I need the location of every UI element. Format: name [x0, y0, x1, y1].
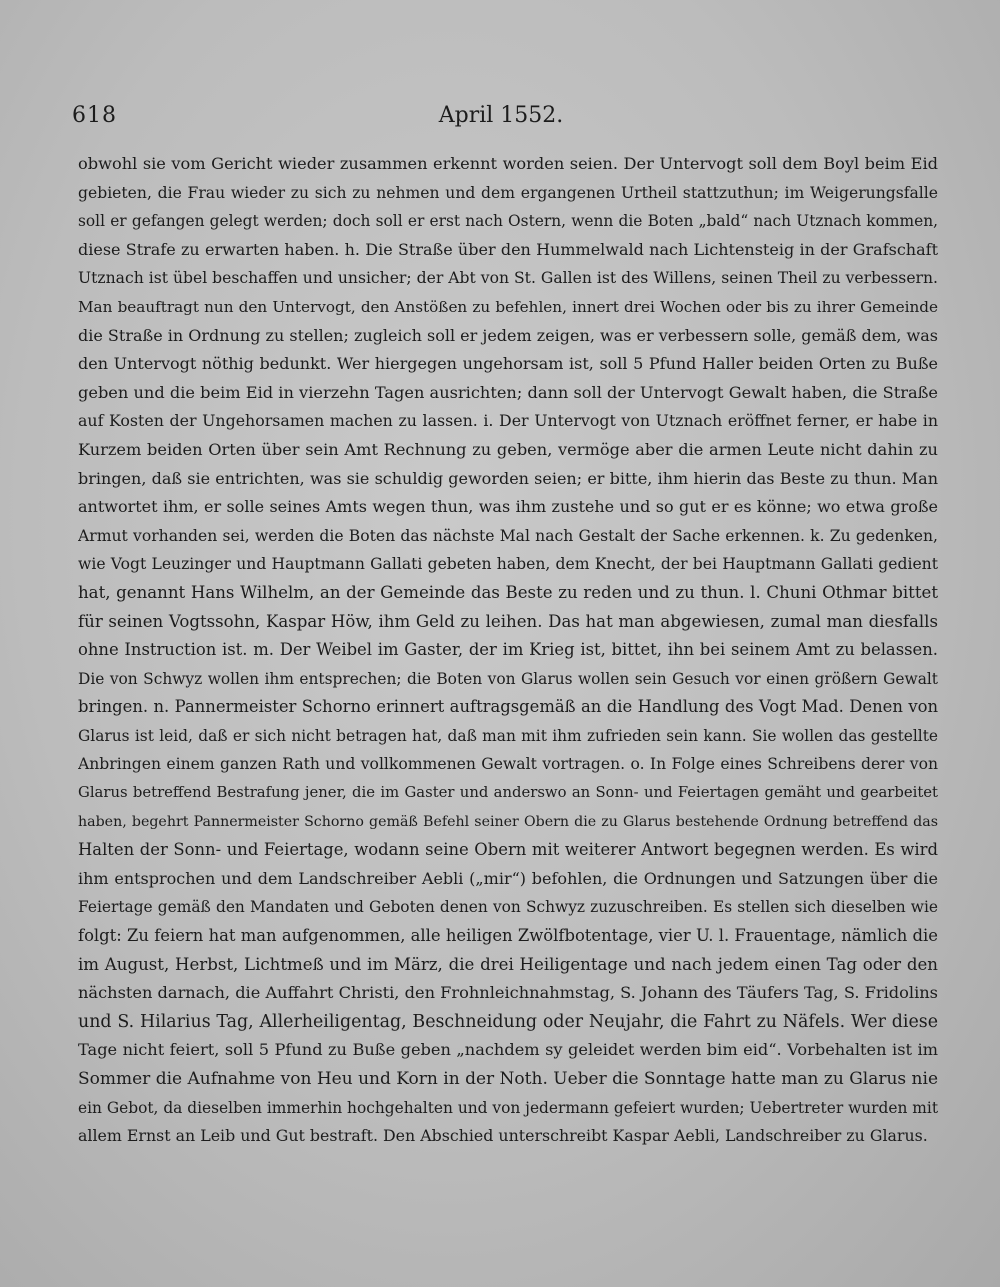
text-line: Anbringen einem ganzen Rath und vollkommenen Gewalt vortragen. o. In Folge eines Schreibens derer von	[78, 755, 938, 774]
running-head: April 1552.	[438, 103, 564, 128]
text-line: Sommer die Aufnahme von Heu und Korn in der Noth. Ueber die Sonntage hatte man zu Glarus nie	[78, 1069, 938, 1089]
text-line: Feiertage gemäß den Mandaten und Geboten denen von Schwyz zuzuschreiben. Es stellen sich dieselben wie	[78, 898, 938, 917]
text-line: haben, begehrt Pannermeister Schorno gemäß Befehl seiner Obern die zu Glarus bestehende Ordnung betreffend das	[78, 813, 938, 830]
text-line: ein Gebot, da dieselben immerhin hochgehalten und von jedermann gefeiert wurden; Uebertreter wurden mit	[78, 1098, 938, 1117]
text-line: Kurzem beiden Orten über sein Amt Rechnung zu geben, vermöge aber die armen Leute nicht dahin zu	[78, 439, 938, 459]
text-line: Die von Schwyz wollen ihm entsprechen; die Boten von Glarus wollen sein Gesuch vor einen größern Gewalt	[78, 669, 938, 688]
text-line: nächsten darnach, die Auffahrt Christi, den Frohnleichnahmstag, S. Johann des Täufers Tag, S. Fridolins	[78, 983, 938, 1003]
page-number: 618	[72, 103, 117, 128]
text-line: ihm entsprochen und dem Landschreiber Aebli („mir“) befohlen, die Ordnungen und Satzungen über die	[78, 868, 938, 888]
text-line: Man beauftragt nun den Untervogt, den Anstößen zu befehlen, innert drei Wochen oder bis zu ihrer Gemeinde	[78, 297, 938, 316]
text-line: im August, Herbst, Lichtmeß und im März, die drei Heiligentage und nach jedem einen Tag oder den	[78, 954, 938, 974]
text-line: Glarus betreffend Bestrafung jener, die im Gaster und anderswo an Sonn- und Feiertagen gemäht und gearbeitet	[78, 784, 938, 802]
text-line: antwortet ihm, er solle seines Amts wegen thun, was ihm zustehe und so gut er es könne; wo etwa große	[78, 497, 938, 517]
text-line: hat, genannt Hans Wilhelm, an der Gemeinde das Beste zu reden und zu thun. l. Chuni Othmar bittet	[78, 582, 938, 602]
text-line: Utznach ist übel beschaffen und unsicher; der Abt von St. Gallen ist des Willens, seinen Theil zu verbessern.	[78, 269, 938, 288]
text-line: bringen. n. Pannermeister Schorno erinnert auftragsgemäß an die Handlung des Vogt Mad. Denen von	[78, 697, 938, 717]
text-line: geben und die beim Eid in vierzehn Tagen ausrichten; dann soll der Untervogt Gewalt haben, die Straße	[78, 382, 938, 402]
body-text	[78, 150, 938, 1151]
text-line: Glarus ist leid, daß er sich nicht betragen hat, daß man mit ihm zufrieden sein kann. Sie wollen das gestellte	[78, 726, 938, 745]
page-header	[72, 103, 930, 135]
text-line: den Untervogt nöthig bedunkt. Wer hiergegen ungehorsam ist, soll 5 Pfund Haller beiden Orten zu Buße	[78, 354, 938, 374]
text-line: Armut vorhanden sei, werden die Boten das nächste Mal nach Gestalt der Sache erkennen. k. Zu gedenken,	[78, 526, 938, 545]
text-line: Tage nicht feiert, soll 5 Pfund zu Buße geben „nachdem sy geleidet werden bim eid“. Vorbehalten ist im	[78, 1040, 938, 1060]
text-line: bringen, daß sie entrichten, was sie schuldig geworden seien; er bitte, ihm hierin das Beste zu thun. Man	[78, 468, 938, 488]
text-line: obwohl sie vom Gericht wieder zusammen erkennt worden seien. Der Untervogt soll dem Boyl beim Eid	[78, 154, 938, 173]
text-line: für seinen Vogtssohn, Kaspar Höw, ihm Geld zu leihen. Das hat man abgewiesen, zumal man diesfalls	[78, 611, 938, 631]
text-line: allem Ernst an Leib und Gut bestraft. Den Abschied unterschreibt Kaspar Aebli, Landschreiber zu Glarus.	[78, 1126, 928, 1146]
text-line: gebieten, die Frau wieder zu sich zu nehmen und dem ergangenen Urtheil stattzuthun; im Weigerungsfalle	[78, 183, 938, 202]
text-line: ohne Instruction ist. m. Der Weibel im Gaster, der im Krieg ist, bittet, ihn bei seinem Amt zu belassen.	[78, 640, 938, 660]
text-line: soll er gefangen gelegt werden; doch soll er erst nach Ostern, wenn die Boten „bald“ nach Utznach kommen,	[78, 212, 938, 231]
text-line: diese Strafe zu erwarten haben. h. Die Straße über den Hummelwald nach Lichtensteig in der Grafschaft	[78, 239, 938, 259]
text-line: wie Vogt Leuzinger und Hauptmann Gallati gebeten haben, dem Knecht, der bei Hauptmann Gallati gedient	[78, 555, 938, 574]
text-line: auf Kosten der Ungehorsamen machen zu lassen. i. Der Untervogt von Utznach eröffnet ferner, er habe in	[78, 411, 938, 431]
text-line: folgt: Zu feiern hat man aufgenommen, alle heiligen Zwölfbotentage, vier U. l. Frauentage, nämlich die	[78, 926, 938, 946]
text-line: und S. Hilarius Tag, Allerheiligentag, Beschneidung oder Neujahr, die Fahrt zu Näfels. Wer diese	[78, 1011, 938, 1032]
text-line: die Straße in Ordnung zu stellen; zugleich soll er jedem zeigen, was er verbessern solle, gemäß dem, was	[78, 325, 938, 345]
text-line: Halten der Sonn- und Feiertage, wodann seine Obern mit weiterer Antwort begegnen werden. Es wird	[78, 840, 938, 860]
